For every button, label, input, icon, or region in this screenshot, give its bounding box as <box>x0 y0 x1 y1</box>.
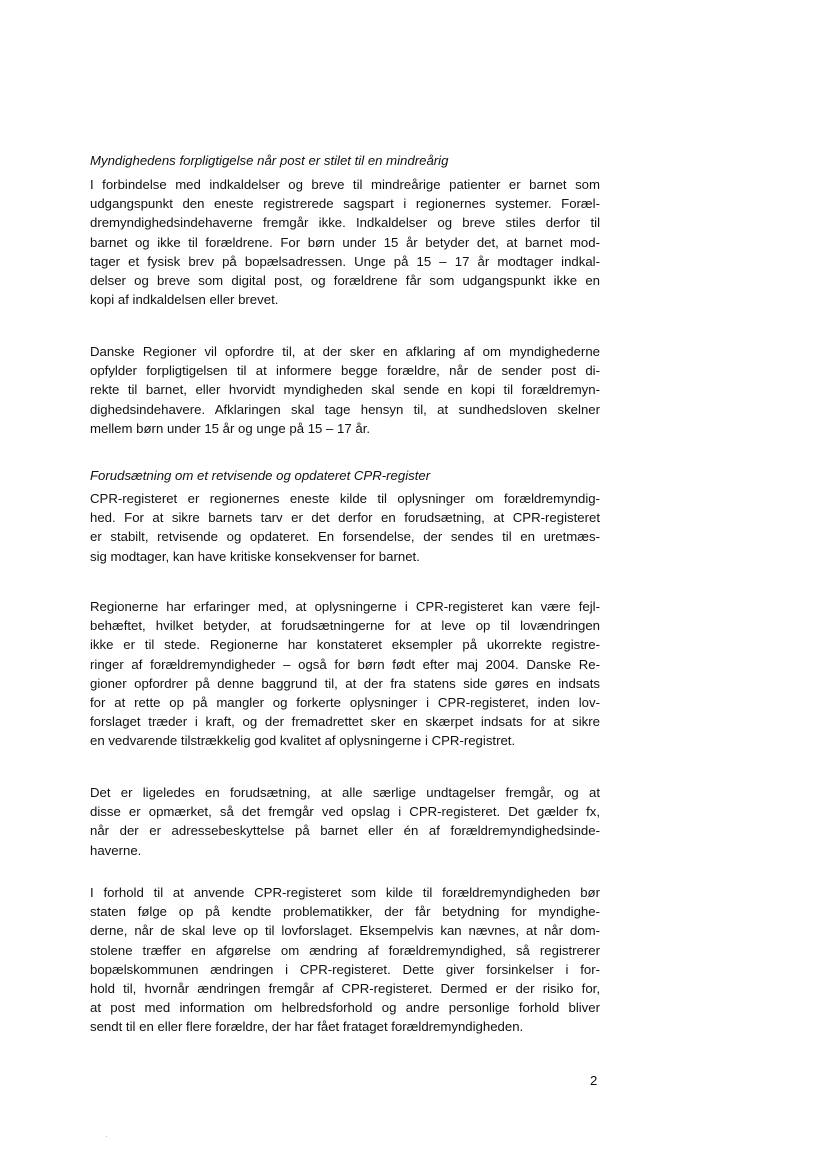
paragraph-line: ringer af forældremyndigheder – også for børn født efter maj 2004. Danske Re- <box>90 656 600 672</box>
paragraph-line: disse er opmærket, så det fremgår ved opslag i CPR-registeret. Det gælder fx, <box>90 804 600 820</box>
paragraph <box>90 175 600 309</box>
paragraph-line: ikke er til stede. Regionerne har konstateret eksempler på ukorrekte registre- <box>90 637 600 653</box>
paragraph-line: I forbindelse med indkaldelser og breve til mindreårige patienter er barnet som <box>90 177 600 192</box>
paragraph-line: dremyndighedsindehaverne fremgår ikke. Indkaldelser og breve stiles derfor til <box>90 215 600 231</box>
paragraph-line: delser og breve som digital post, og forældrene får som udgangspunkt ikke en <box>90 273 600 289</box>
paragraph-line: kopi af indkaldelsen eller brevet. <box>90 292 279 308</box>
paragraph-line: Danske Regioner vil opfordre til, at der sker en afklaring af om myndighederne <box>90 344 600 359</box>
paragraph-line: dighedsindehavere. Afklaringen skal tage hensyn til, at sundhedsloven skelner <box>90 401 600 417</box>
section-heading-cpr-register: Forudsætning om et retvisende og opdateret CPR-register <box>90 468 431 483</box>
paragraph-line: mellem børn under 15 år og unge på 15 – 17 år. <box>90 420 371 436</box>
paragraph-line: er stabilt, retvisende og opdateret. En forsendelse, der sendes til en uretmæs- <box>90 529 600 545</box>
paragraph-line: Regionerne har erfaringer med, at oplysningerne i CPR-registeret kan være fejl- <box>90 599 600 614</box>
paragraph-line: bopælskommunen ændringen i CPR-registeret. Dette giver forsinkelser i for- <box>90 961 600 977</box>
paragraph <box>90 783 600 860</box>
page-number: 2 <box>590 1073 598 1088</box>
paragraph-line: derne, når de skal leve op til lovforslaget. Eksempelvis kan nævnes, at når dom- <box>90 923 600 939</box>
paragraph <box>90 883 600 1037</box>
paragraph-line: staten følge op på kendte problematikker, der får betydning for myndighe- <box>90 904 600 920</box>
paragraph-line: når der er adressebeskyttelse på barnet eller én af forældremyndighedsinde- <box>90 823 600 839</box>
paragraph <box>90 342 600 438</box>
paragraph-line: sendt til en eller flere forældre, der har fået frataget forældremyndigheden. <box>90 1019 524 1035</box>
paragraph-line: rekte til barnet, eller hvorvidt myndigheden skal sende en kopi til forældremyn- <box>90 382 600 398</box>
paragraph-line: hed. For at sikre barnets tarv er det derfor en forudsætning, at CPR-registeret <box>90 510 600 526</box>
paragraph-line: udgangspunkt den eneste registrerede sagspart i regionernes systemer. Foræl- <box>90 196 600 212</box>
section-heading-authority-obligation: Myndighedens forpligtigelse når post er stilet til en mindreårig <box>90 153 449 168</box>
paragraph-line: gioner opfordrer på denne baggrund til, at der fra statens side gøres en indsats <box>90 675 600 691</box>
paragraph-line: hold til, hvornår ændringen fremgår af CPR-registeret. Dermed er der risiko for, <box>90 981 600 997</box>
paragraph-line: CPR-registeret er regionernes eneste kilde til oplysninger om forældremyndig- <box>90 491 600 506</box>
paragraph-line: sig modtager, kan have kritiske konsekvenser for barnet. <box>90 548 420 564</box>
paragraph-line: barnet og ikke til forældrene. For børn under 15 år betyder det, at barnet mod- <box>90 234 600 250</box>
paragraph <box>90 597 600 751</box>
paragraph-line: tager et fysisk brev på bopælsadressen. Unge på 15 – 17 år modtager indkal- <box>90 253 600 269</box>
scan-speck <box>106 1136 107 1137</box>
paragraph-line: behæftet, hvilket betyder, at forudsætningerne for at leve op til lovændringen <box>90 618 600 634</box>
paragraph-line: Det er ligeledes en forudsætning, at alle særlige undtagelser fremgår, og at <box>90 785 600 800</box>
paragraph-line: at post med information om helbredsforhold og andre personlige forhold bliver <box>90 1000 600 1016</box>
paragraph-line: forslaget træder i kraft, og der fremadrettet sker en skærpet indsats for at sikre <box>90 714 600 730</box>
paragraph-line: en vedvarende tilstrækkelig god kvalitet af oplysningerne i CPR-registret. <box>90 733 516 749</box>
paragraph-line: haverne. <box>90 842 142 858</box>
paragraph-line: opfylder forpligtigelsen til at informere begge forældre, når de sender post di- <box>90 363 600 379</box>
paragraph-line: for at rette op på mangler og forkerte oplysninger i CPR-registeret, inden lov- <box>90 695 600 711</box>
paragraph <box>90 489 600 566</box>
paragraph-line: I forhold til at anvende CPR-registeret som kilde til forældremyndigheden bør <box>90 885 600 900</box>
paragraph-line: stolene træffer en afgørelse om ændring af forældremyndighed, så registrerer <box>90 942 600 958</box>
